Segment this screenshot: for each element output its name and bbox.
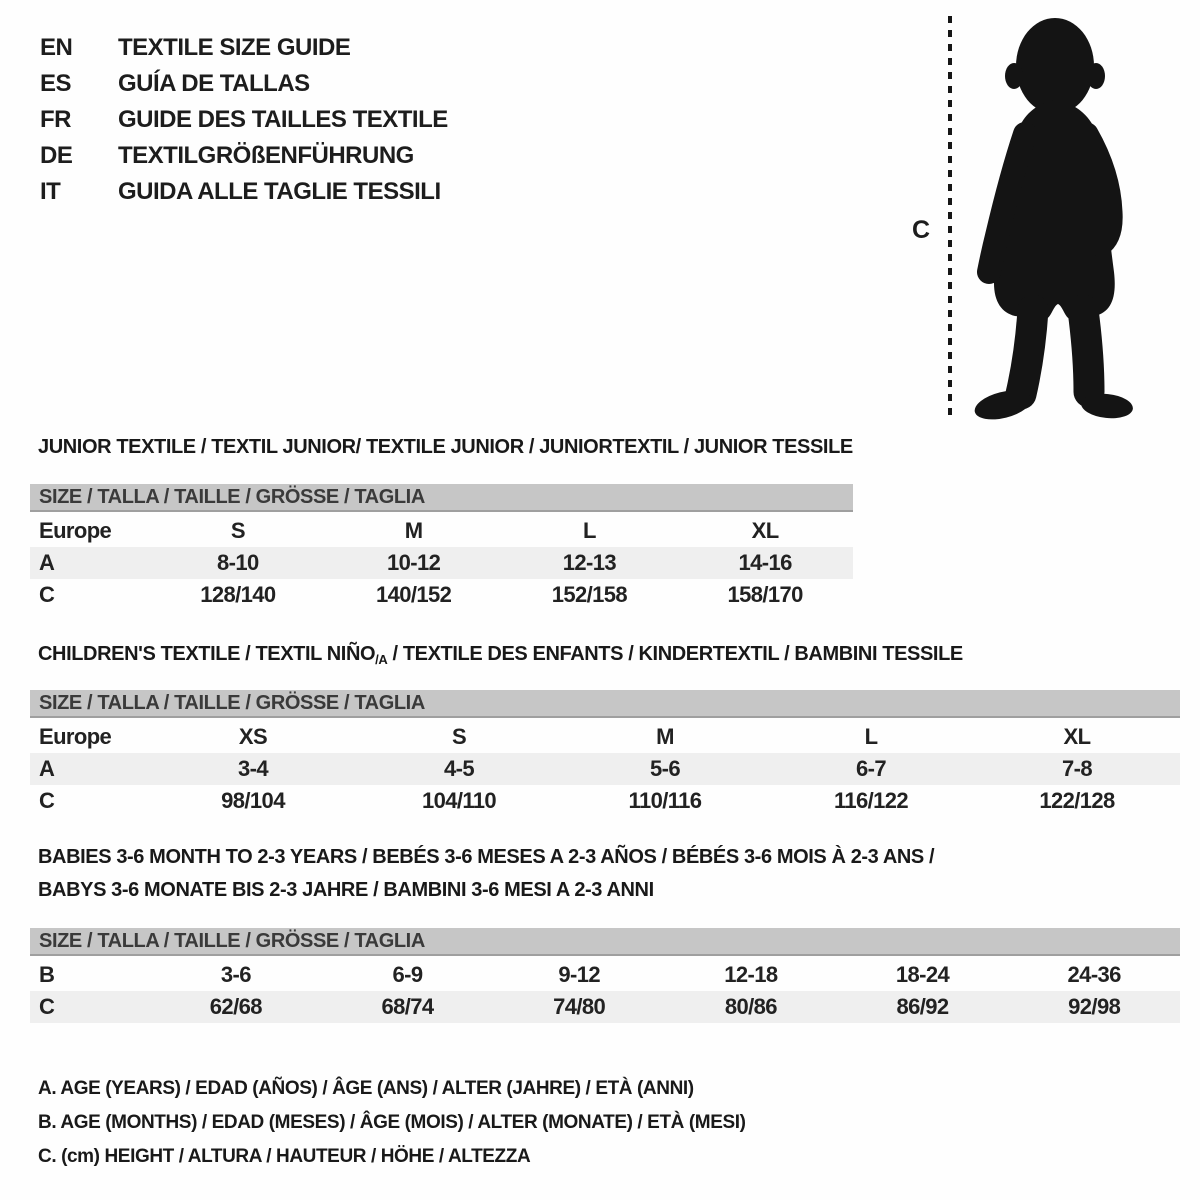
age-cell: 8-10 xyxy=(217,550,259,575)
legend-line-a: A. AGE (YEARS) / EDAD (AÑOS) / ÂGE (ANS) / ALTER (JAHRE) / ETÀ (ANNI) xyxy=(38,1078,694,1099)
babies-size-header-bar xyxy=(30,928,1180,956)
age-months-cell: 6-9 xyxy=(392,962,423,987)
language-row-en xyxy=(40,30,448,66)
height-cell: 110/116 xyxy=(628,788,702,813)
age-cell: 7-8 xyxy=(1062,756,1092,781)
height-cell: 152/158 xyxy=(551,582,628,607)
size-header-label: SIZE / TALLA / TAILLE / GRÖSSE / TAGLIA xyxy=(39,485,425,508)
table-row xyxy=(30,515,853,547)
row-label: A xyxy=(39,550,55,575)
guide-title-en: TEXTILE SIZE GUIDE xyxy=(118,34,351,61)
row-label: Europe xyxy=(39,518,112,543)
babies-heading-line2: BABYS 3-6 MONATE BIS 2-3 JAHRE / BAMBINI 3-6 MESI A 2-3 ANNI xyxy=(38,879,654,901)
language-row-fr xyxy=(40,102,448,138)
size-cell: L xyxy=(582,518,596,543)
children-size-table xyxy=(30,690,1180,817)
children-heading-sub: /A xyxy=(375,652,388,667)
table-row xyxy=(30,579,853,611)
junior-size-table xyxy=(30,484,853,611)
age-cell: 4-5 xyxy=(444,756,474,781)
height-cell: 92/98 xyxy=(1068,994,1121,1019)
legend-line-c: C. (cm) HEIGHT / ALTURA / HAUTEUR / HÖHE / ALTEZZA xyxy=(38,1146,531,1167)
height-cell: 80/86 xyxy=(724,994,777,1019)
language-row-it xyxy=(40,174,448,210)
height-cell: 122/128 xyxy=(1039,788,1115,813)
age-cell: 3-4 xyxy=(238,756,268,781)
age-cell: 12-13 xyxy=(562,550,617,575)
language-code: FR xyxy=(40,106,71,133)
children-section-heading xyxy=(38,643,963,666)
age-months-cell: 3-6 xyxy=(220,962,251,987)
age-months-cell: 12-18 xyxy=(724,962,778,987)
table-row xyxy=(30,721,1180,753)
measurement-legend xyxy=(38,1072,746,1174)
size-cell: S xyxy=(230,518,245,543)
size-cell: L xyxy=(864,724,878,749)
junior-section-heading: JUNIOR TEXTILE / TEXTIL JUNIOR/ TEXTILE JUNIOR / JUNIORTEXTIL / JUNIOR TESSILE xyxy=(38,436,853,458)
size-cell: XS xyxy=(238,724,268,749)
age-cell: 14-16 xyxy=(738,550,792,575)
row-label: Europe xyxy=(39,724,112,749)
table-row xyxy=(30,991,1180,1023)
language-code: IT xyxy=(40,178,61,205)
size-header-label: SIZE / TALLA / TAILLE / GRÖSSE / TAGLIA xyxy=(39,929,425,952)
children-heading-suffix: / TEXTILE DES ENFANTS / KINDERTEXTIL / BAMBINI TESSILE xyxy=(387,643,963,665)
toddler-silhouette-svg xyxy=(963,12,1141,420)
children-size-header-bar xyxy=(30,690,1180,718)
language-code: ES xyxy=(40,70,72,97)
height-cell: 116/122 xyxy=(833,788,909,813)
language-title-block xyxy=(40,30,448,210)
guide-title-es: GUÍA DE TALLAS xyxy=(118,70,310,97)
age-cell: 5-6 xyxy=(650,756,680,781)
size-header-label: SIZE / TALLA / TAILLE / GRÖSSE / TAGLIA xyxy=(39,691,425,714)
babies-size-table xyxy=(30,928,1180,1023)
height-cell: 158/170 xyxy=(727,582,803,607)
size-cell: XL xyxy=(751,518,779,543)
height-cell: 104/110 xyxy=(421,788,497,813)
babies-section-heading xyxy=(38,841,934,907)
row-label: A xyxy=(39,756,55,781)
table-row xyxy=(30,753,1180,785)
guide-title-it: GUIDA ALLE TAGLIE TESSILI xyxy=(118,178,441,205)
table-row xyxy=(30,547,853,579)
guide-title-fr: GUIDE DES TAILLES TEXTILE xyxy=(118,106,448,133)
size-cell: M xyxy=(656,724,674,749)
size-cell: S xyxy=(451,724,467,749)
size-cell: XL xyxy=(1063,724,1091,749)
height-cell: 140/152 xyxy=(375,582,452,607)
age-months-cell: 24-36 xyxy=(1067,962,1121,987)
language-code: DE xyxy=(40,142,73,169)
age-cell: 6-7 xyxy=(856,756,886,781)
language-code: EN xyxy=(40,34,73,61)
language-row-es xyxy=(40,66,448,102)
age-cell: 10-12 xyxy=(386,550,441,575)
height-cell: 86/92 xyxy=(896,994,949,1019)
table-row xyxy=(30,785,1180,817)
language-row-de xyxy=(40,138,448,174)
guide-title-de: TEXTILGRÖßENFÜHRUNG xyxy=(118,142,414,169)
height-cell: 128/140 xyxy=(200,582,276,607)
height-measure-label: C xyxy=(912,216,931,244)
junior-size-header-bar xyxy=(30,484,853,512)
toddler-silhouette xyxy=(963,12,1141,420)
row-label: B xyxy=(39,962,55,987)
height-measure-dashed-line xyxy=(948,16,952,420)
age-months-cell: 9-12 xyxy=(558,962,600,987)
height-cell: 62/68 xyxy=(209,994,262,1019)
legend-line-b: B. AGE (MONTHS) / EDAD (MESES) / ÂGE (MOIS) / ALTER (MONATE) / ETÀ (MESI) xyxy=(38,1112,746,1133)
children-heading-prefix: CHILDREN'S TEXTILE / TEXTIL NIÑO xyxy=(38,643,376,665)
row-label: C xyxy=(39,582,55,607)
table-row xyxy=(30,959,1180,991)
babies-heading-line1: BABIES 3-6 MONTH TO 2-3 YEARS / BEBÉS 3-6 MESES A 2-3 AÑOS / BÉBÉS 3-6 MOIS À 2-3 ANS / xyxy=(38,846,935,868)
age-months-cell: 18-24 xyxy=(895,962,950,987)
size-cell: M xyxy=(404,518,423,543)
row-label: C xyxy=(39,788,55,813)
height-cell: 98/104 xyxy=(221,788,285,813)
height-cell: 68/74 xyxy=(381,994,434,1019)
height-cell: 74/80 xyxy=(553,994,606,1019)
row-label: C xyxy=(39,994,55,1019)
